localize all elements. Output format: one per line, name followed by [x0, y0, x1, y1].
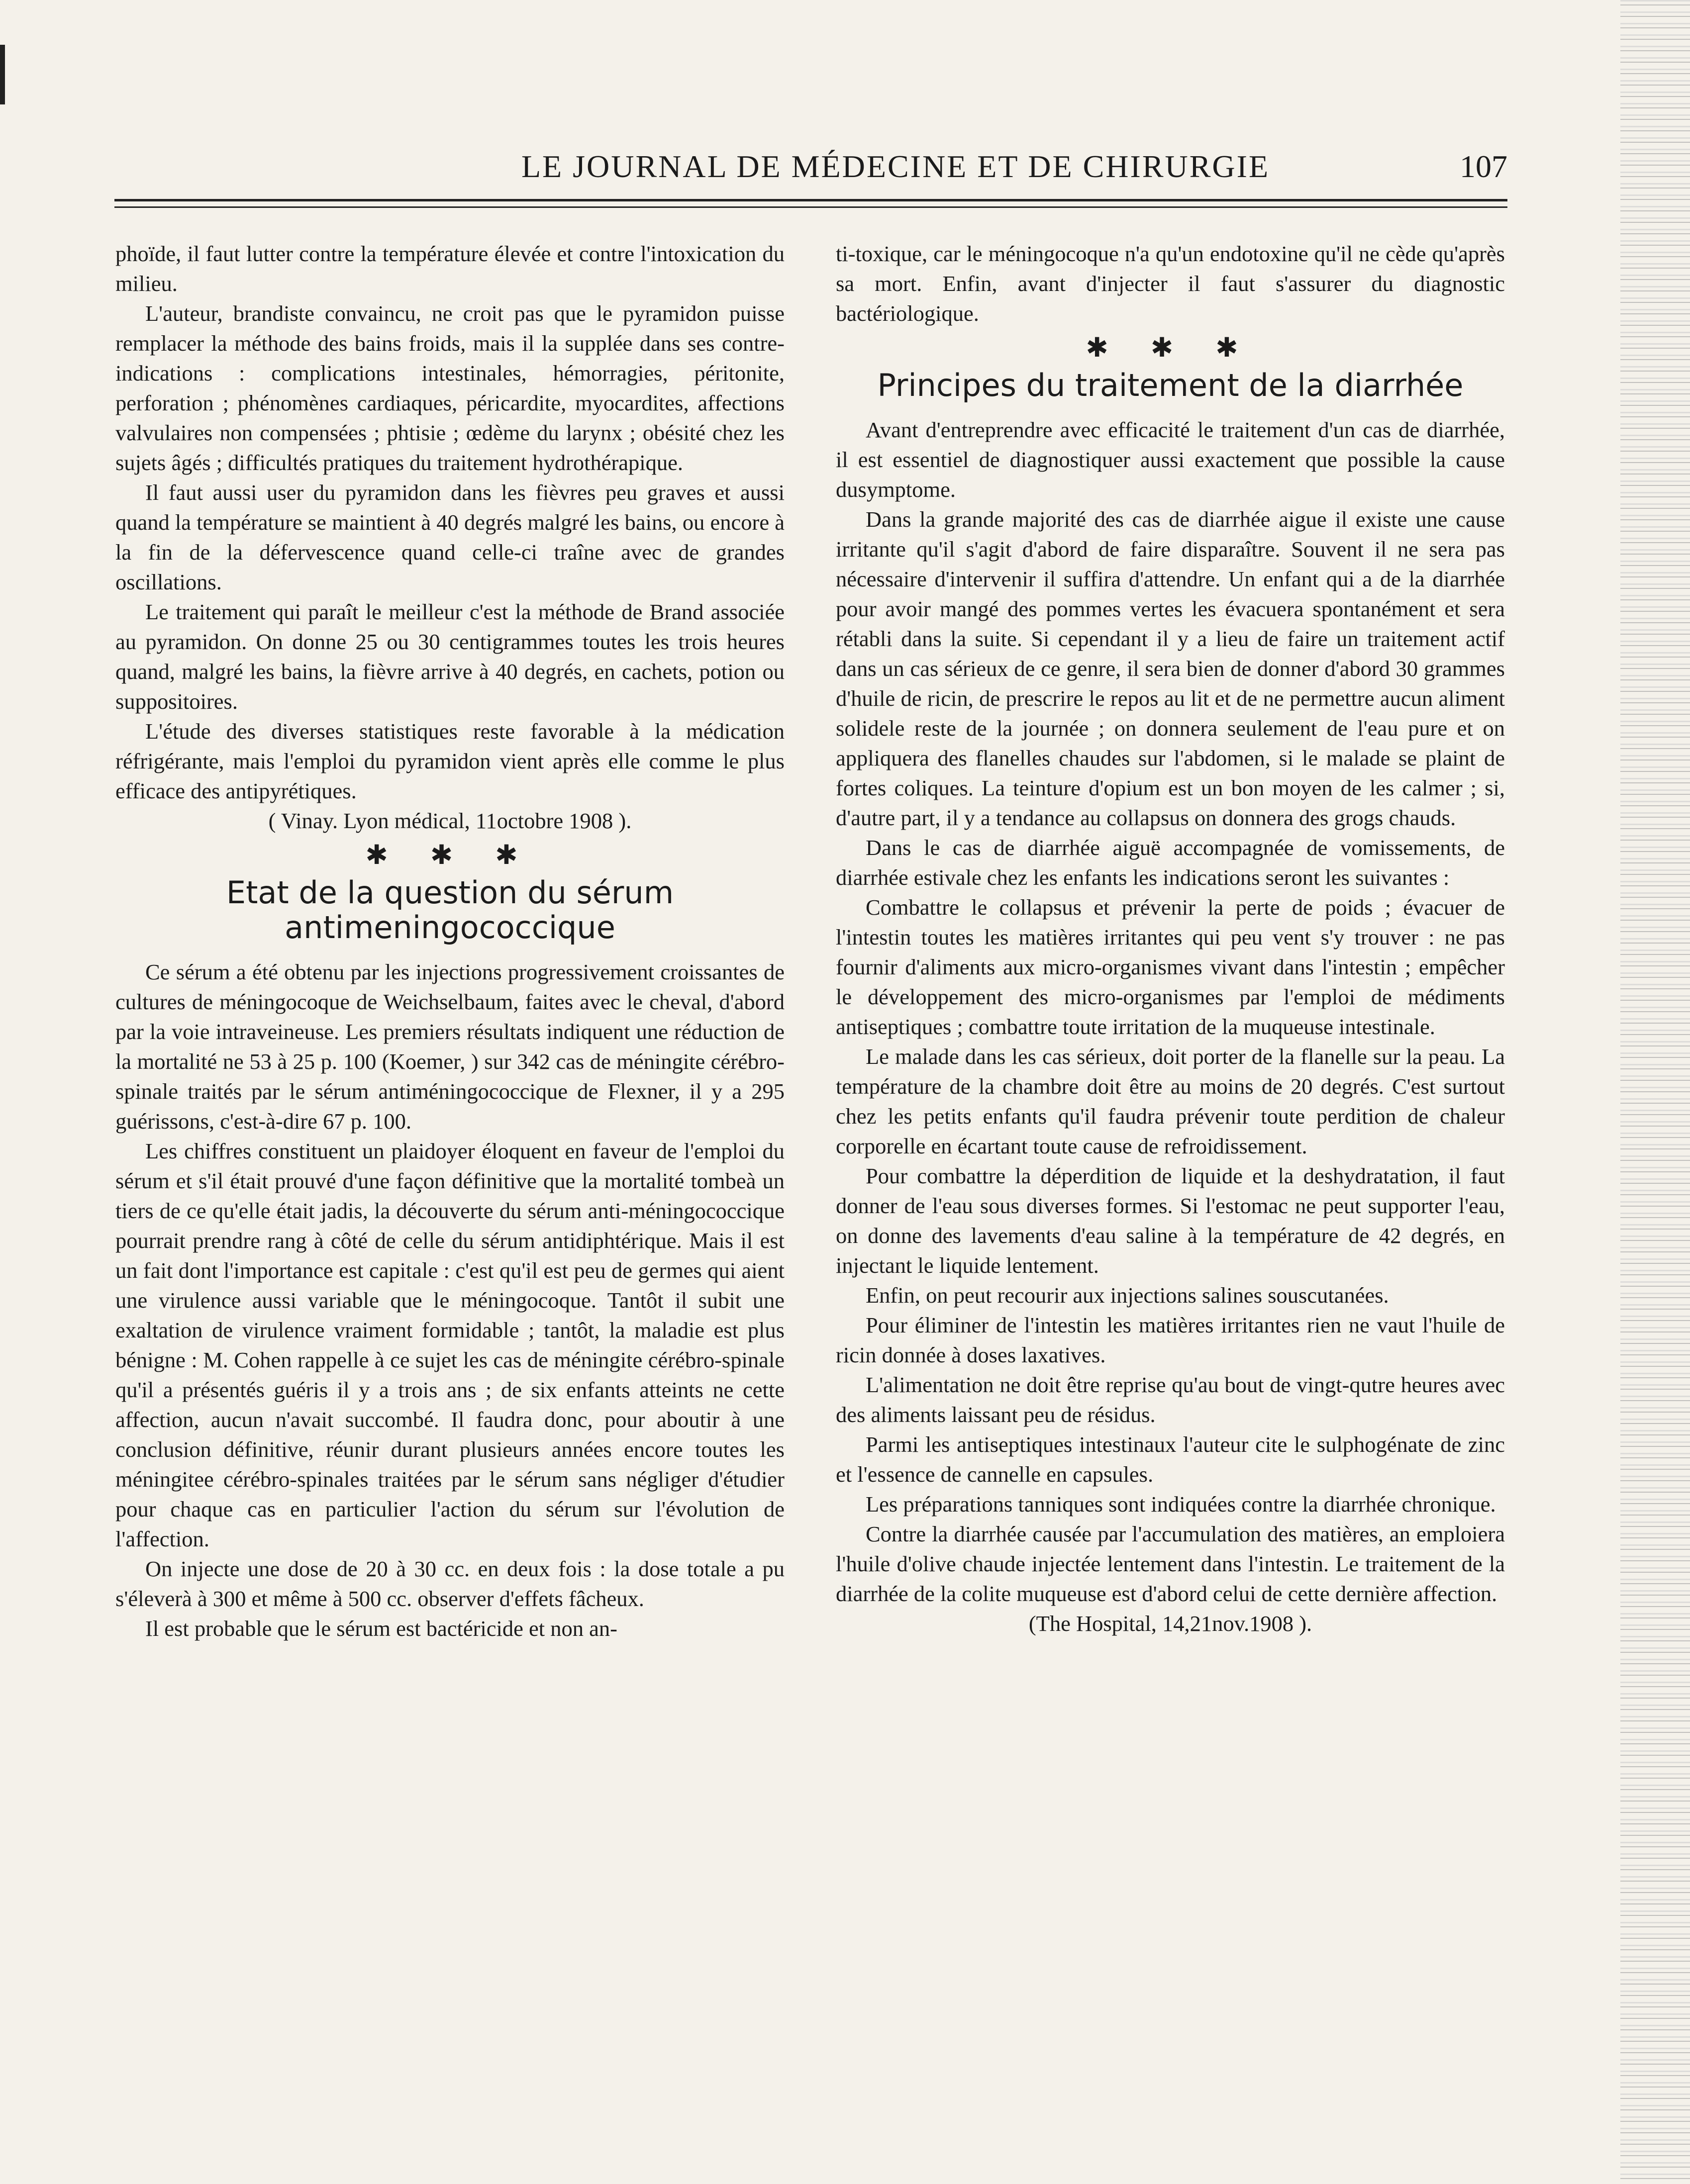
paragraph: Dans le cas de diarrhée aiguë accompagnée de vomissements, de diarrhée estivale chez les enfants les indications seront les suivantes : — [836, 835, 1505, 890]
header-rule-thin — [114, 206, 1507, 208]
paragraph: phoïde, il faut lutter contre la température élevée et contre l'intoxication du milieu. — [115, 241, 785, 296]
paragraph: Ce sérum a été obtenu par les injections progressivement croissantes de cultures de méningocoque de Weichselbaum, faites avec le cheval, d'abord par la voie intraveineuse. Les premiers résultats indiquent une réduction de la mortalité ne 53 à 25 p. 100 (Koemer, ) sur 342 cas de méningite cérébro-spinale traités par le sérum antiméningococcique de Flexner, il y a 295 guérissons, c'est-à-dire 67 p. 100. — [115, 959, 785, 1134]
citation: (The Hospital, 14,21nov.1908 ). — [1028, 1611, 1312, 1636]
paragraph: On injecte une dose de 20 à 30 cc. en deux fois : la dose totale a pu s'éleverà à 300 et même à 500 cc. observer d'effets fâcheux. — [115, 1556, 785, 1611]
page-number: 107 — [1460, 149, 1507, 184]
paragraph: ti-toxique, car le méningocoque n'a qu'un endotoxine qu'il ne cède qu'après sa mort. Enfin, avant d'injecter il faut s'assurer du diagnostic bactériologique. — [836, 241, 1505, 326]
scan-edge-mark — [0, 45, 5, 104]
paragraph: Il est probable que le sérum est bactéricide et non an- — [145, 1616, 617, 1641]
paragraph: Enfin, on peut recourir aux injections salines souscutanées. — [866, 1283, 1389, 1308]
scan-edge-noise — [1620, 0, 1690, 2184]
header-rule — [114, 199, 1507, 201]
paragraph: L'auteur, brandiste convaincu, ne croit pas que le pyramidon puisse remplacer la méthode des bains froids, mais il la supplée dans ses contre-indications : complications intestinales, hémorragies, péritonite, perforation ; phénomènes cardiaques, péricardite, myocardites, affections valvulaires non compensées ; phtisie ; œdème du larynx ; obésité chez les sujets âgés ; difficultés pratiques du traitement hydrothérapique. — [115, 301, 785, 475]
paragraph: Les préparations tanniques sont indiquées contre la diarrhée chronique. — [866, 1492, 1496, 1517]
page-header — [114, 144, 1507, 189]
section-heading: Principes du traitement de la diarrhée — [877, 367, 1464, 403]
paragraph: Parmi les antiseptiques intestinaux l'auteur cite le sulphogénate de zinc et l'essence de cannelle en capsules. — [836, 1432, 1505, 1487]
paragraph: Pour combattre la déperdition de liquide et la deshydratation, il faut donner de l'eau sous diverses formes. Si l'estomac ne peut supporter l'eau, on donne des lavements d'eau saline à la température de 42 degrés, en injectant le liquide lentement. — [836, 1163, 1505, 1278]
paragraph: L'étude des diverses statistiques reste favorable à la médication réfrigérante, mais l'emploi du pyramidon vient après elle comme le plus efficace des antipyrétiques. — [115, 719, 785, 803]
right-column — [836, 239, 1505, 1638]
section-separator: ✱ ✱ ✱ — [1086, 332, 1255, 363]
left-column — [115, 239, 785, 1643]
paragraph: Pour éliminer de l'intestin les matières irritantes rien ne vaut l'huile de ricin donnée à doses laxatives. — [836, 1313, 1505, 1367]
paragraph: L'alimentation ne doit être reprise qu'au bout de vingt-qutre heures avec des aliments laissant peu de résidus. — [836, 1372, 1505, 1427]
paragraph: Combattre le collapsus et prévenir la perte de poids ; évacuer de l'intestin toutes les matières irritantes qui peu vent s'y trouver : ne pas fournir d'aliments aux micro-organismes vivant dans l'intestin ; empêcher le développement des micro-organismes par l'emploi de médiments antiseptiques ; combattre toute irritation de la muqueuse intestinale. — [836, 895, 1505, 1039]
paragraph: Contre la diarrhée causée par l'accumulation des matières, an emploiera l'huile d'olive chaude injectée lentement dans l'intestin. Le traitement de la diarrhée de la colite muqueuse est d'abord celui de cette dernière affection. — [836, 1521, 1505, 1606]
citation: ( Vinay. Lyon médical, 11octobre 1908 ). — [268, 808, 632, 833]
section-heading: Etat de la question du sérum antimeningococcique — [226, 874, 674, 946]
section-separator: ✱ ✱ ✱ — [365, 839, 535, 870]
journal-title: LE JOURNAL DE MÉDECINE ET DE CHIRURGIE — [521, 149, 1270, 184]
paragraph: Le malade dans les cas sérieux, doit porter de la flanelle sur la peau. La température de la chambre doit être au moins de 20 degrés. C'est surtout chez les petits enfants qu'il faudra prévenir toute perdition de chaleur corporelle en écartant toute cause de refroidissement. — [836, 1044, 1505, 1158]
paragraph: Avant d'entreprendre avec efficacité le traitement d'un cas de diarrhée, il est essentiel de diagnostiquer aussi exactement que possible la cause dusymptome. — [836, 417, 1505, 502]
paragraph: Il faut aussi user du pyramidon dans les fièvres peu graves et aussi quand la température se maintient à 40 degrés malgré les bains, ou encore à la fin de la défervescence quand celle-ci traîne avec de grandes oscillations. — [115, 480, 785, 594]
paragraph: Dans la grande majorité des cas de diarrhée aigue il existe une cause irritante qu'il s'agit d'abord de faire disparaître. Souvent il ne sera pas nécessaire d'intervenir il suffira d'attendre. Un enfant qui a de la diarrhée pour avoir mangé des pommes vertes les évacuera spontanément et sera rétabli dans la suite. Si cependant il y a lieu de faire un traitement actif dans un cas sérieux de ce genre, il sera bien de donner d'abord 30 grammes d'huile de ricin, de prescrire le repos au lit et de ne permettre aucun aliment solidele reste de la journée ; on donnera seulement de l'eau pure et on appliquera des flanelles chaudes sur l'abdomen, si le malade se plaint de fortes coliques. La teinture d'opium est un bon moyen de les calmer ; si, d'autre part, il y a tendance au collapsus on donnera des grogs chauds. — [836, 507, 1505, 830]
paragraph: Les chiffres constituent un plaidoyer éloquent en faveur de l'emploi du sérum et s'il était prouvé d'une façon définitive que la mortalité tombeà un tiers de ce qu'elle était jadis, la découverte du sérum anti-méningococcique pourrait prendre rang à côté de celle du sérum antidiphtérique. Mais il est un fait dont l'importance est capitale : c'est qu'il est peu de germes qui aient une virulence aussi variable que le méningocoque. Tantôt il subit une exaltation de virulence vraiment formidable ; tantôt, la maladie est plus bénigne : M. Cohen rappelle à ce sujet les cas de méningite cérébro-spinale qu'il a présentés guéris il y a trois ans ; de six enfants atteints ne cette affection, aucun n'avait succombé. Il faudra donc, pour aboutir à une conclusion définitive, réunir durant plusieurs années encore toutes les méningitee cérébro-spinales traitées par le sérum sans négliger d'étudier pour chaque cas en particulier l'action du sérum sur l'évolution de l'affection. — [115, 1139, 785, 1551]
paragraph: Le traitement qui paraît le meilleur c'est la méthode de Brand associée au pyramidon. On donne 25 ou 30 centigrammes toutes les trois heures quand, malgré les bains, la fièvre arrive à 40 degrés, en cachets, potion ou suppositoires. — [115, 599, 785, 714]
